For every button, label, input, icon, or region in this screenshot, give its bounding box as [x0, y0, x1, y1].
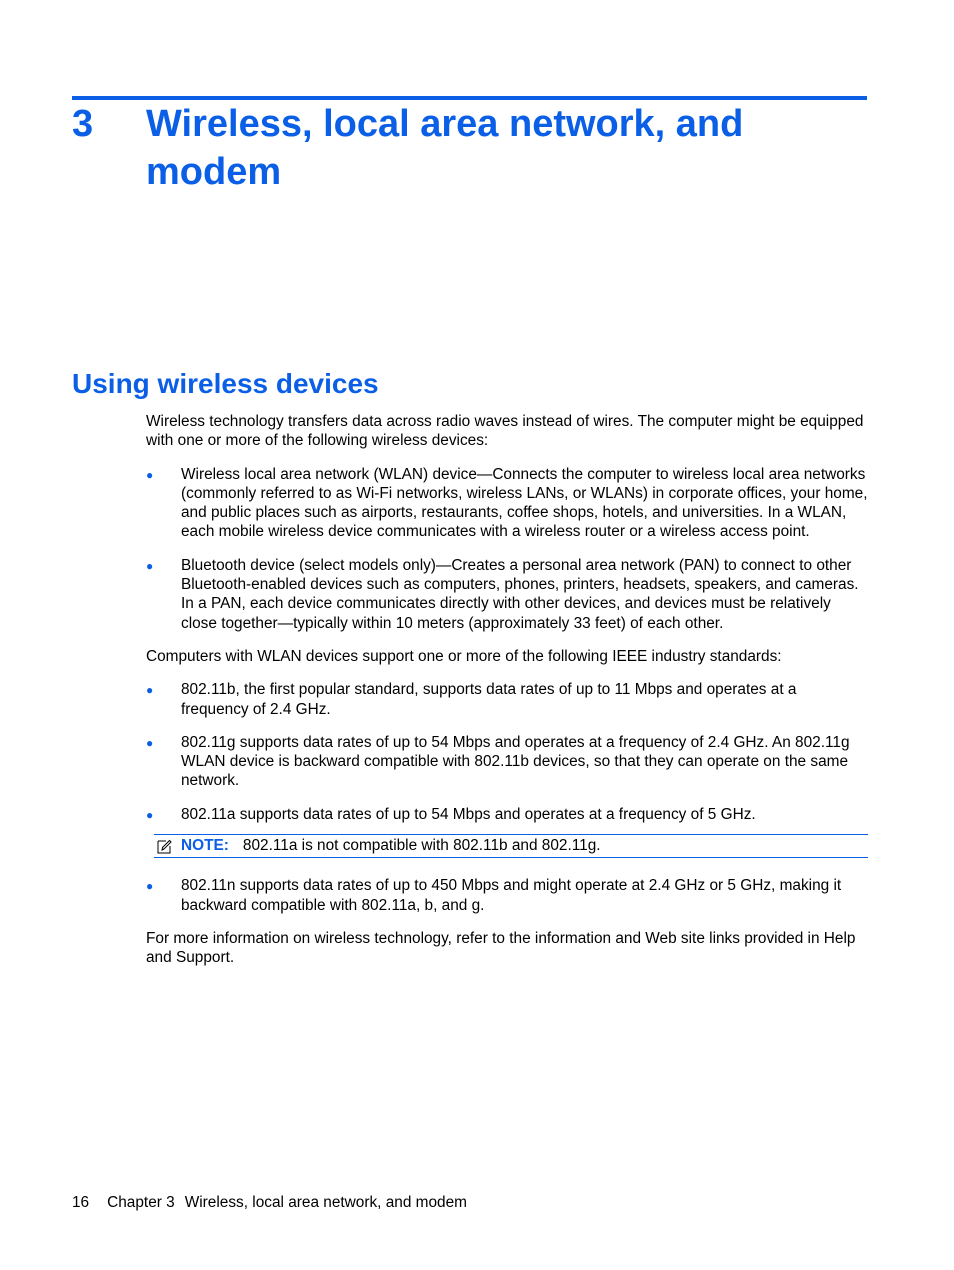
standards-list	[146, 680, 868, 824]
standards-list-continued	[146, 876, 868, 915]
footer-chapter-title: Wireless, local area network, and modem	[184, 1194, 467, 1211]
list-item-text: 802.11a supports data rates of up to 54 Mbps and operates at a frequency of 5 GHz.	[181, 805, 756, 823]
chapter-number: 3	[72, 103, 94, 145]
standards-intro: Computers with WLAN devices support one or more of the following IEEE industry standards:	[146, 647, 782, 665]
list-item	[146, 465, 868, 542]
bullet-dot: ●	[146, 879, 154, 894]
bullet-dot: ●	[146, 683, 154, 698]
list-item	[146, 680, 868, 719]
list-item-text: Bluetooth device (select models only)—Creates a personal area network (PAN) to connect to other Bluetooth-enabled devices such as computers, phones, printers, headsets, speakers, and cameras. In a PAN, each device communicates directly with other devices, and devices must be relatively close together—typically within 10 meters (approximately 33 feet) of each other.	[181, 556, 859, 632]
bullet-dot: ●	[146, 467, 154, 482]
section-body	[146, 412, 868, 968]
note-label: NOTE:	[181, 837, 229, 855]
list-item-text: 802.11g supports data rates of up to 54 Mbps and operates at a frequency of 2.4 GHz. An 802.11g WLAN device is backward compatible with 802.11b devices, so that they can operate on the same network.	[181, 733, 850, 790]
list-item	[146, 876, 868, 915]
note-pencil-icon	[156, 838, 173, 855]
bullet-dot: ●	[146, 735, 154, 750]
list-item	[146, 805, 868, 824]
list-item-text: 802.11b, the first popular standard, supports data rates of up to 11 Mbps and operates at a frequency of 2.4 GHz.	[181, 681, 797, 718]
list-item	[146, 556, 868, 633]
note-text: 802.11a is not compatible with 802.11b and 802.11g.	[242, 837, 601, 855]
device-list	[146, 465, 868, 633]
page-footer	[72, 1193, 485, 1212]
list-item-text: 802.11n supports data rates of up to 450 Mbps and might operate at 2.4 GHz or 5 GHz, making it backward compatible with 802.11a, b, and g.	[181, 877, 842, 914]
bullet-dot: ●	[146, 807, 154, 822]
page-number: 16	[72, 1194, 90, 1211]
note-box	[154, 834, 868, 858]
chapter-title-text: Wireless, local area network, and modem	[146, 103, 744, 193]
list-item-text: Wireless local area network (WLAN) device—Connects the computer to wireless local area networks (commonly referred to as Wi-Fi networks, wireless LANs, or WLANs) in corporate offices, your home, and public places such as airports, restaurants, coffee shops, hotels, and universities. In a WLAN, each mobile wireless device communicates with a wireless router or a wireless access point.	[181, 465, 868, 541]
list-item	[146, 733, 868, 791]
footer-chapter-label: Chapter 3	[107, 1194, 175, 1211]
closing-paragraph: For more information on wireless technology, refer to the information and Web site links provided in Help and Support.	[146, 929, 856, 967]
bullet-dot: ●	[146, 558, 154, 573]
intro-paragraph: Wireless technology transfers data across radio waves instead of wires. The computer might be equipped with one or more of the following wireless devices:	[146, 413, 864, 450]
section-heading: Using wireless devices	[72, 368, 379, 399]
